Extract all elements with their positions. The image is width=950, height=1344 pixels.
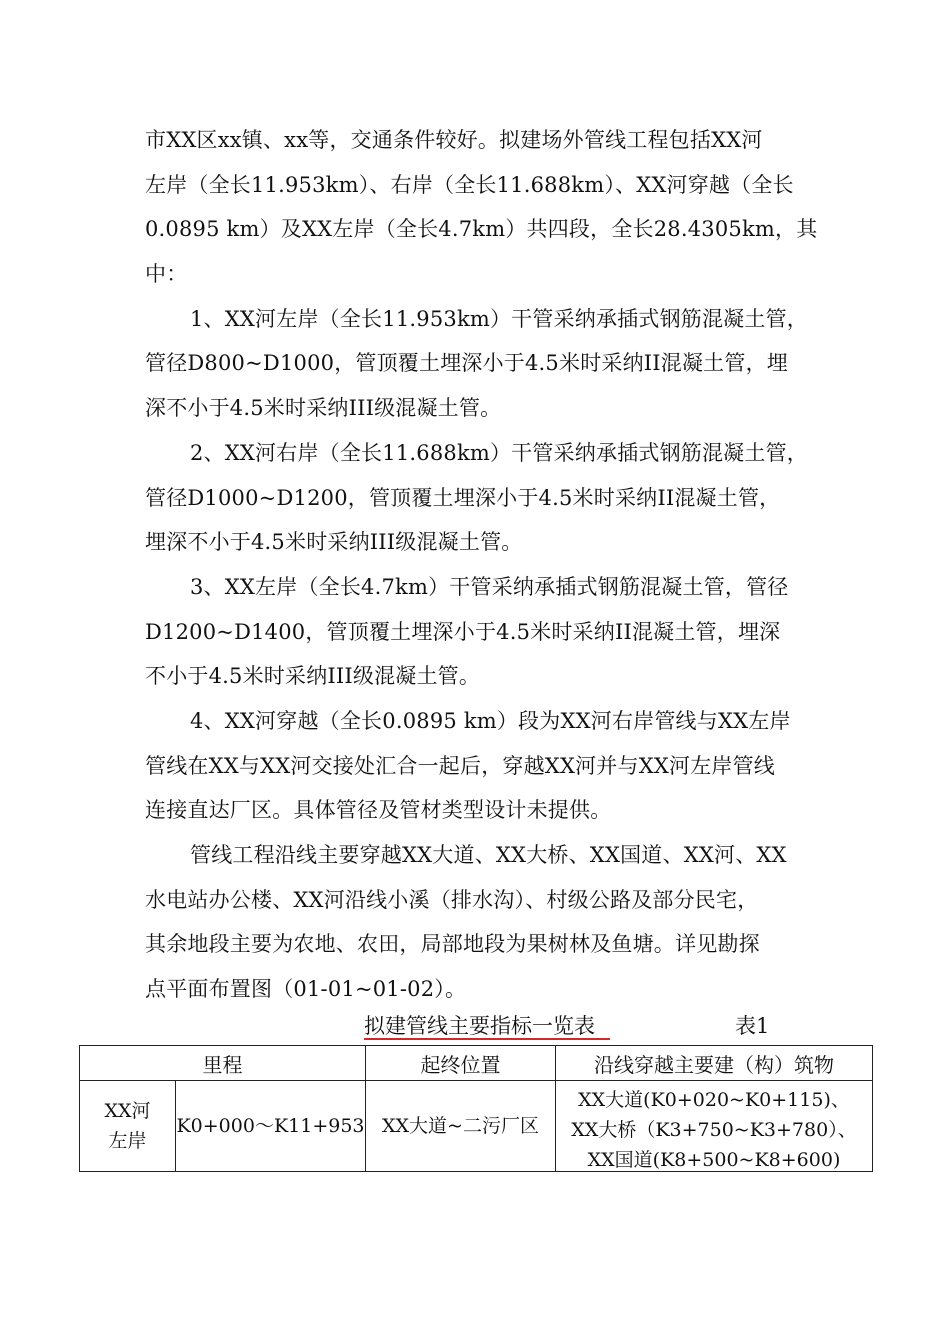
text-line: 管径D1000~D1200，管顶覆土埋深小于4.5米时采纳II混凝土管， bbox=[145, 486, 781, 510]
text-line: 管径D800~D1000，管顶覆土埋深小于4.5米时采纳II混凝土管，埋 bbox=[145, 351, 788, 375]
text-line: 其余地段主要为农地、农田，局部地段为果树林及鱼塘。详见勘探 bbox=[145, 932, 760, 956]
table-row bbox=[80, 1081, 873, 1172]
table-number: 表1 bbox=[735, 1014, 770, 1038]
text-line: 深不小于4.5米时采纳III级混凝土管。 bbox=[145, 396, 502, 420]
text-line: 管线工程沿线主要穿越XX大道、XX大桥、XX国道、XX河、XX bbox=[190, 843, 787, 867]
text-line: 0.0895 km）及XX左岸（全长4.7km）共四段，全长28.4305km，其 bbox=[145, 217, 818, 241]
text-line: 点平面布置图（01-01~01-02）。 bbox=[145, 977, 467, 1001]
text-line: 1、XX河左岸（全长11.953km）干管采纳承插式钢筋混凝土管， bbox=[190, 307, 808, 331]
cell-section bbox=[80, 1081, 176, 1172]
header-location: 起终位置 bbox=[366, 1046, 556, 1081]
text-line: 管线在XX与XX河交接处汇合一起后，穿越XX河并与XX河左岸管线 bbox=[145, 754, 775, 778]
text-line: 连接直达厂区。具体管径及管材类型设计未提供。 bbox=[145, 798, 612, 822]
cell-location: XX大道~二污厂区 bbox=[366, 1081, 556, 1172]
crossing-item: XX大道(K0+020~K0+115)、 bbox=[578, 1089, 850, 1111]
crossing-item: XX大桥（K3+750~K3+780）、 bbox=[571, 1119, 857, 1141]
table-caption: 拟建管线主要指标一览表 bbox=[364, 1014, 595, 1038]
section-label: XX河 左岸 bbox=[104, 1100, 151, 1152]
header-crossing: 沿线穿越主要建（构）筑物 bbox=[556, 1046, 873, 1081]
text-line: D1200~D1400，管顶覆土埋深小于4.5米时采纳II混凝土管，埋深 bbox=[145, 620, 781, 644]
crossings-list bbox=[556, 1081, 872, 1171]
text-line: 左岸（全长11.953km）、右岸（全长11.688km）、XX河穿越（全长 bbox=[145, 173, 794, 197]
crossing-item: XX国道(K8+500~K8+600) bbox=[587, 1149, 841, 1171]
cell-crossings bbox=[556, 1081, 873, 1172]
text-line: 水电站办公楼、XX河沿线小溪（排水沟）、村级公路及部分民宅， bbox=[145, 888, 759, 912]
pipeline-indicator-table bbox=[79, 1045, 873, 1172]
header-mileage: 里程 bbox=[80, 1046, 366, 1081]
text-line: 2、XX河右岸（全长11.688km）干管采纳承插式钢筋混凝土管， bbox=[190, 441, 808, 465]
text-line: 4、XX河穿越（全长0.0895 km）段为XX河右岸管线与XX左岸 bbox=[190, 709, 791, 733]
text-line: 市XX区xx镇、xx等，交通条件较好。拟建场外管线工程包括XX河 bbox=[145, 128, 763, 152]
text-line: 3、XX左岸（全长4.7km）干管采纳承插式钢筋混凝土管，管径 bbox=[190, 575, 789, 599]
text-line: 不小于4.5米时采纳III级混凝土管。 bbox=[145, 664, 481, 688]
cell-mileage: K0+000～K11+953 bbox=[176, 1081, 366, 1172]
text-line: 埋深不小于4.5米时采纳III级混凝土管。 bbox=[145, 530, 523, 554]
text-line: 中： bbox=[145, 262, 188, 286]
table-header-row bbox=[80, 1046, 873, 1081]
caption-underline bbox=[364, 1038, 610, 1040]
